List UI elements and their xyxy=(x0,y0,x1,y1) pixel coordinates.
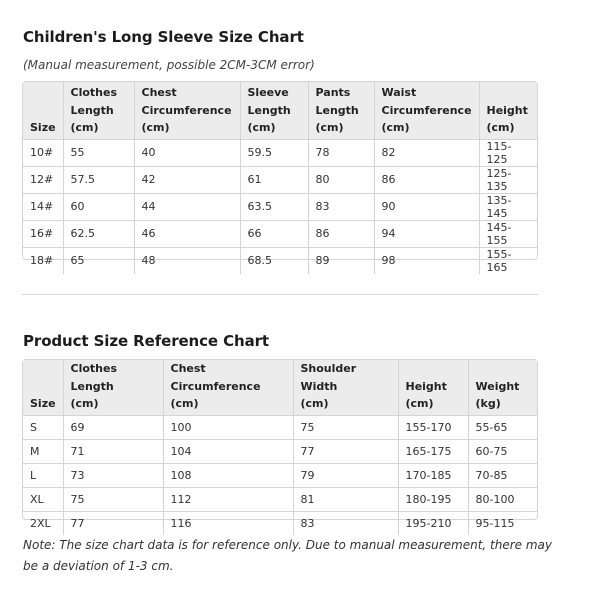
table-cell: 55-65 xyxy=(468,415,537,439)
product-size-table xyxy=(23,360,537,535)
column-header-line: Height xyxy=(405,379,447,393)
size-cell: 18# xyxy=(23,247,63,274)
table-cell: 89 xyxy=(308,247,374,274)
table-cell: 62.5 xyxy=(63,220,134,247)
column-header xyxy=(134,82,240,139)
column-header xyxy=(374,82,479,139)
table-cell: 42 xyxy=(134,166,240,193)
size-cell: M xyxy=(23,439,63,463)
table-cell: 86 xyxy=(374,166,479,193)
table-cell: 81 xyxy=(293,487,398,511)
column-header-line: Length xyxy=(247,103,291,117)
column-header-line: Pants xyxy=(315,86,351,99)
column-header-line: (cm) xyxy=(300,397,329,410)
table-cell: 116 xyxy=(163,511,293,535)
table-cell: 80 xyxy=(308,166,374,193)
table-cell: 98 xyxy=(374,247,479,274)
table-cell: 180-195 xyxy=(398,487,468,511)
size-cell: 16# xyxy=(23,220,63,247)
table-cell: 60-75 xyxy=(468,439,537,463)
column-header-line: (cm) xyxy=(247,121,276,134)
table-cell: 73 xyxy=(63,463,163,487)
column-header-line: (cm) xyxy=(486,121,515,134)
column-header-line: (cm) xyxy=(315,121,344,134)
size-cell: S xyxy=(23,415,63,439)
table-cell: 82 xyxy=(374,139,479,166)
column-header xyxy=(293,360,398,415)
table-row xyxy=(23,487,537,511)
column-header-line: Sleeve xyxy=(247,86,289,99)
table-cell: 83 xyxy=(293,511,398,535)
column-header xyxy=(63,360,163,415)
table-cell: 115-125 xyxy=(479,139,537,166)
column-header-line: Weight xyxy=(475,379,520,393)
column-header-line: Circumference xyxy=(141,103,232,117)
column-header-line: (cm) xyxy=(70,397,99,410)
table-row xyxy=(23,439,537,463)
table-cell: 65 xyxy=(63,247,134,274)
size-cell: 2XL xyxy=(23,511,63,535)
table-cell: 195-210 xyxy=(398,511,468,535)
table-cell: 60 xyxy=(63,193,134,220)
table-cell: 86 xyxy=(308,220,374,247)
table-cell: 40 xyxy=(134,139,240,166)
table-cell: 77 xyxy=(63,511,163,535)
table-cell: 125-135 xyxy=(479,166,537,193)
table-cell: 80-100 xyxy=(468,487,537,511)
table-cell: 112 xyxy=(163,487,293,511)
table-cell: 68.5 xyxy=(240,247,308,274)
column-header-line: (cm) xyxy=(70,121,99,134)
table-row xyxy=(23,463,537,487)
children-size-table-container xyxy=(22,81,538,274)
column-header-line: (kg) xyxy=(475,397,501,410)
size-cell: XL xyxy=(23,487,63,511)
size-cell: 14# xyxy=(23,193,63,220)
table-cell: 69 xyxy=(63,415,163,439)
table-cell: 71 xyxy=(63,439,163,463)
column-header-line: Waist xyxy=(381,86,417,99)
column-header-line: Chest xyxy=(141,86,177,99)
column-header-line: Size xyxy=(30,121,56,134)
table-cell: 75 xyxy=(293,415,398,439)
column-header-line: Height xyxy=(486,103,528,117)
table-cell: 66 xyxy=(240,220,308,247)
measurement-error-subtitle: (Manual measurement, possible 2CM-3CM error) xyxy=(23,58,315,72)
table-row xyxy=(23,139,537,166)
table-header-row xyxy=(23,360,537,415)
table-cell: 44 xyxy=(134,193,240,220)
table-cell: 95-115 xyxy=(475,516,515,530)
section-divider xyxy=(22,294,538,295)
table-cell: 79 xyxy=(293,463,398,487)
size-cell: 10# xyxy=(23,139,63,166)
table-cell: 90 xyxy=(374,193,479,220)
column-header-line: Circumference xyxy=(381,103,472,117)
table-cell: 46 xyxy=(134,220,240,247)
size-cell: 12# xyxy=(23,166,63,193)
column-header xyxy=(163,360,293,415)
table-cell: 108 xyxy=(163,463,293,487)
table-cell: 83 xyxy=(308,193,374,220)
table-cell: 59.5 xyxy=(240,139,308,166)
table-cell: 170-185 xyxy=(398,463,468,487)
product-size-table-container xyxy=(22,359,538,530)
disclaimer-note: Note: The size chart data is for reference only. Due to manual measurement, there may be a deviation of 1-3 cm. xyxy=(23,538,553,573)
column-header-line: (cm) xyxy=(405,397,434,410)
column-header xyxy=(240,82,308,139)
table-cell: 100 xyxy=(163,415,293,439)
table-cell: 70-85 xyxy=(468,463,537,487)
table-cell: 155-165 xyxy=(486,247,512,274)
table-cell: 104 xyxy=(163,439,293,463)
table-cell: 63.5 xyxy=(240,193,308,220)
column-header-line: Clothes xyxy=(70,86,117,99)
column-header xyxy=(23,82,63,139)
column-header-line: (cm) xyxy=(141,121,170,134)
table-row xyxy=(23,415,537,439)
column-header-line: (cm) xyxy=(381,121,410,134)
table-header-row xyxy=(23,82,537,139)
column-header xyxy=(468,360,537,415)
column-header-line: Clothes Length xyxy=(70,362,117,393)
table-cell: 94 xyxy=(374,220,479,247)
column-header xyxy=(308,82,374,139)
column-header-line: Size xyxy=(30,397,56,410)
table-cell: 48 xyxy=(134,247,240,274)
column-header xyxy=(398,360,468,415)
column-header-line: Chest Circumference xyxy=(170,362,261,393)
table-cell: 77 xyxy=(293,439,398,463)
column-header xyxy=(63,82,134,139)
children-size-chart-title: Children's Long Sleeve Size Chart xyxy=(23,28,304,46)
table-cell: 135-145 xyxy=(479,193,537,220)
table-cell: 75 xyxy=(63,487,163,511)
table-row xyxy=(23,166,537,193)
table-cell: 55 xyxy=(63,139,134,166)
column-header-line: Shoulder Width xyxy=(300,362,357,393)
column-header-line: (cm) xyxy=(170,397,199,410)
size-cell: L xyxy=(23,463,63,487)
table-cell: 155-170 xyxy=(398,415,468,439)
children-size-table xyxy=(23,82,537,274)
product-size-chart-title: Product Size Reference Chart xyxy=(23,332,270,350)
table-cell: 61 xyxy=(240,166,308,193)
table-cell: 165-175 xyxy=(398,439,468,463)
table-row xyxy=(23,511,537,535)
column-header-line: Length xyxy=(315,103,359,117)
table-cell: 78 xyxy=(308,139,374,166)
column-header xyxy=(479,82,537,139)
table-cell: 57.5 xyxy=(63,166,134,193)
column-header xyxy=(23,360,63,415)
column-header-line: Length xyxy=(70,103,114,117)
table-row xyxy=(23,247,537,274)
table-row xyxy=(23,220,537,247)
table-cell: 145-155 xyxy=(479,220,537,247)
table-row xyxy=(23,193,537,220)
